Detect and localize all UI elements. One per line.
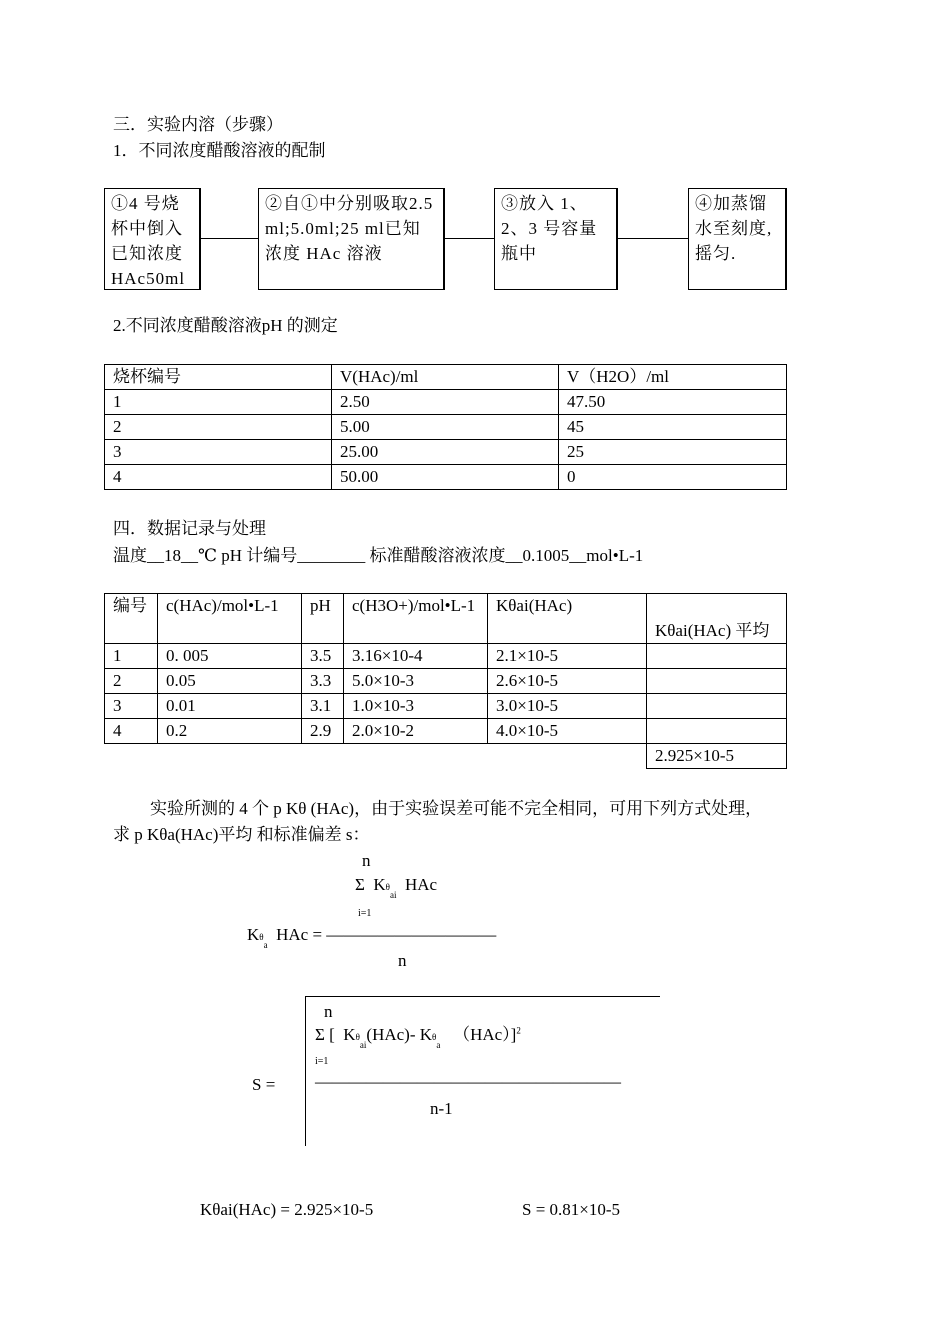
section-heading: 三．实验内溶（步骤） [113, 115, 283, 134]
header-cell: 编号 [105, 594, 158, 644]
cell: 2 [105, 669, 158, 694]
cell: 0.01 [158, 694, 302, 719]
cell: 2.6×10-5 [488, 669, 647, 694]
document-page: 三．实验内溶（步骤） 1．不同浓度醋酸溶液的配制 ①4 号烧杯中倒入已知浓度HAc50ml ②自①中分别吸取2.5 ml;5.0ml;25 ml已知浓度 HAc 溶液 ③放入 1、2、3 号容量瓶中 ④加蒸馏水至刻度,摇匀. 2.不同浓度醋酸溶液pH 的测定 烧杯编号 V(HAc)/ml V（H2O）/ml 1 2.50 47.50 2 5.00 45 3 25.00 25 4 50.00 0 四．数据记录与处理 温度__18__℃ pH 计编号________ 标准醋酸溶液浓度__0.1005__mol•L-1 编号 c(HAc)/mol•L-1 pH c(H3O+)/mol•L-1 Kθai(HAc) Kθai(HAc) 平均 1 0. 005 3.5 3.16×10-4 2.1×10-5 2 0.05 3.3 5.0×10-3 2.6×10-5 3 0.01 3.1 1.0×10-3 3.0×10-5 4 0.2 2.9 2.0×10-2 4.0×10-5 2.925×10-5 实验所测的 4 个 p Kθ (HAc)，由于实验误差可能不完全相同，可用下列方式处理， 求 p Kθa(HAc)平均 和标准偏差 s： n Σ $K\theta_{ai}$ HAc i=1 $K\theta_a$ HAc = —————————— n n Σ [ $K\theta_{ai}(HAc)-$ $K\theta_a$ （HAc）]$^2$ i=1 —————————————————— S = n-1 Kθai(HAc) = 2.925×10-5 S = 0.81×10-5 [0, 0, 950, 1344]
cell: 1 [105, 644, 158, 669]
result-k: Kθai(HAc) = 2.925×10-5 [200, 1200, 374, 1219]
cell: 25 [559, 440, 787, 465]
data-table [104, 593, 787, 769]
cell: 3.1 [302, 694, 344, 719]
subheading: 1．不同浓度醋酸溶液的配制 [113, 141, 326, 160]
connector [201, 238, 258, 239]
dilution-table [104, 364, 787, 490]
cell: 3 [105, 694, 158, 719]
cell: 25.00 [332, 440, 559, 465]
header-cell: c(HAc)/mol•L-1 [158, 594, 302, 644]
connector [445, 238, 494, 239]
cell: 0. 005 [158, 644, 302, 669]
cell: 1 [105, 390, 332, 415]
conditions-line: 温度__18__℃ pH 计编号________ 标准醋酸溶液浓度__0.1005__mol•L-1 [113, 546, 644, 565]
cell: 3.5 [302, 644, 344, 669]
cell: 5.00 [332, 415, 559, 440]
connector [618, 238, 688, 239]
cell: 47.50 [559, 390, 787, 415]
header-cell: V（H2O）/ml [559, 365, 787, 390]
cell: 3.0×10-5 [488, 694, 647, 719]
header-cell: Kθai(HAc) [488, 594, 647, 644]
step-box: ②自①中分别吸取2.5 ml;5.0ml;25 ml已知浓度 HAc 溶液 [258, 188, 445, 290]
cell: 0.2 [158, 719, 302, 744]
cell: 3.3 [302, 669, 344, 694]
cell: 1.0×10-3 [344, 694, 488, 719]
step-box: ①4 号烧杯中倒入已知浓度HAc50ml [104, 188, 201, 290]
cell: 2.1×10-5 [488, 644, 647, 669]
section-heading: 四．数据记录与处理 [113, 519, 266, 538]
paragraph: 求 p Kθa(HAc)平均 和标准偏差 s： [113, 825, 370, 844]
header-cell: pH [302, 594, 344, 644]
header-cell: V(HAc)/ml [332, 365, 559, 390]
step-box: ③放入 1、2、3 号容量瓶中 [494, 188, 618, 290]
cell: 4 [105, 719, 158, 744]
cell: 2.50 [332, 390, 559, 415]
cell: 0 [559, 465, 787, 490]
cell: 3.16×10-4 [344, 644, 488, 669]
cell: 2 [105, 415, 332, 440]
cell: 3 [105, 440, 332, 465]
header-cell: 烧杯编号 [105, 365, 332, 390]
average-cell: 2.925×10-5 [647, 744, 787, 769]
cell: 2.0×10-2 [344, 719, 488, 744]
cell: 2.9 [302, 719, 344, 744]
cell: 4.0×10-5 [488, 719, 647, 744]
cell: 4 [105, 465, 332, 490]
cell: 0.05 [158, 669, 302, 694]
cell [647, 669, 787, 694]
cell [647, 694, 787, 719]
header-cell: Kθai(HAc) 平均 [647, 594, 787, 644]
step-box: ④加蒸馏水至刻度,摇匀. [688, 188, 787, 290]
result-s: S = 0.81×10-5 [522, 1200, 621, 1219]
cell: 45 [559, 415, 787, 440]
subheading: 2.不同浓度醋酸溶液pH 的测定 [113, 316, 338, 335]
paragraph: 实验所测的 4 个 p Kθ (HAc)，由于实验误差可能不完全相同，可用下列方式处理， [150, 799, 763, 818]
cell: 50.00 [332, 465, 559, 490]
header-cell: c(H3O+)/mol•L-1 [344, 594, 488, 644]
cell: 5.0×10-3 [344, 669, 488, 694]
cell [647, 719, 787, 744]
cell [647, 644, 787, 669]
